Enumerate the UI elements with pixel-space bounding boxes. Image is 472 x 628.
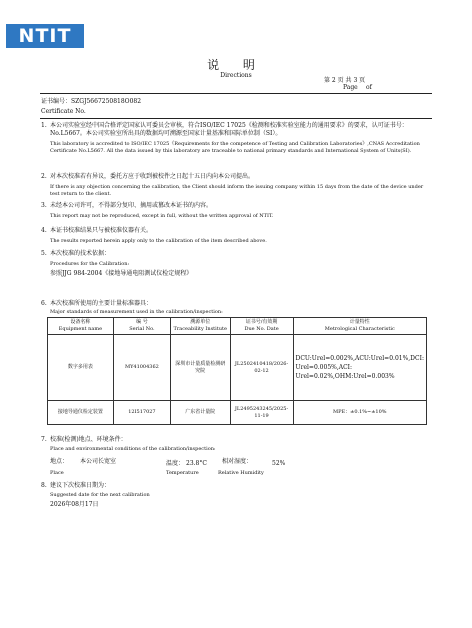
item-3-cn: 未经本公司许可，不得部分复印、摘用或篡改本证书的内容。: [50, 202, 213, 209]
place-label-en: Place: [50, 470, 64, 476]
temperature-label: 温度：: [166, 460, 185, 467]
environment-heading-cn: 校准(检测)地点、环境条件：: [50, 436, 127, 443]
place-value: 本公司长宽室: [80, 458, 117, 465]
certificate-number-row: [41, 98, 141, 106]
temperature-value: 23.8°C: [186, 460, 207, 467]
cell-equipment: 接地导通仪检定装置: [48, 401, 114, 425]
environment-heading-en: Place and environmental conditions of the calibration/inspection:: [50, 446, 216, 452]
temperature-label-en: Temperature: [166, 470, 199, 476]
standards-table: [47, 317, 427, 425]
table-row: [48, 401, 427, 425]
humidity-value: 52%: [272, 460, 286, 467]
item-1-number: 1.: [41, 122, 47, 129]
certificate-label: 证书编号：: [41, 98, 72, 105]
item-2-en: If there is any objection concerning the calibration, the Client should inform the issuing company within 15 days from the date of the device under test return to the client.: [50, 184, 424, 197]
cell-characteristic: MPE：±0.1%~±10%: [293, 401, 426, 425]
item-4-number: 4.: [41, 227, 47, 234]
cell-certificate: JL2495243245/2025-11-19: [230, 401, 293, 425]
table-row: [48, 335, 427, 401]
top-divider: [40, 93, 432, 94]
next-calibration-cn: 建议下次校准日期为：: [50, 482, 111, 489]
item-1-cn: 本公司实验室经中国合格评定国家认可委员会审核，符合ISO/IEC 17025《检测和校准实验室能力的通用要求》的要求，认可证书号：No.L5667。本公司实验室所出具的数据均可溯源至国家计量基准和国际单位制（SI）。: [50, 122, 408, 137]
item-4-cn: 本证书校准结果只与被校准仪器有关。: [50, 227, 153, 234]
certificate-number: SZGJ5667250818O082: [71, 98, 142, 105]
humidity-label: 相对湿度：: [222, 458, 253, 465]
page-label-en: Page: [343, 84, 358, 91]
page-title: 说 明: [207, 58, 265, 72]
item-1-en: This laboratory is accredited to ISO/IEC 17025《Requirements for the competence of Testing and Calibration Laboratories》,CNAS Accreditation Certificate No.L5667. All the data issued by this laboratory are traceable to national primary standards and International System of Units(SI).: [50, 141, 420, 154]
cell-characteristic: DCU:Urel=0.002%,ACU:Urel=0.01%,DCI: Urel=0.005%,ACI: Urel=0.02%,OHM:Urel=0.003%: [293, 335, 426, 401]
cell-institute: 广东省计量院: [170, 401, 230, 425]
item-2-cn: 对本次校准若有异议，委托方应于收到被校件之日起十五日内向本公司提出。: [50, 173, 255, 180]
item-8-number: 8.: [41, 482, 47, 489]
cell-serial: 12I517027: [113, 401, 170, 425]
next-calibration-date: 2026年08月17日: [50, 501, 99, 508]
next-calibration-en: Suggested date for the next calibration: [50, 492, 150, 498]
item-3-number: 3.: [41, 202, 47, 209]
header-institute: 溯源单位 Traceability Institute: [170, 318, 230, 335]
cell-certificate: JL2502410418/2026-02-12: [230, 335, 293, 401]
header-serial: 编 号 Serial No.: [113, 318, 170, 335]
humidity-label-en: Relative Humidity: [218, 470, 264, 476]
page-of-en: of: [366, 84, 372, 91]
item-2-number: 2.: [41, 173, 47, 180]
item-5-cn: 本次校准的技术依据：: [50, 250, 111, 257]
item-5-en: Procedures for the Calibration:: [50, 261, 130, 267]
cell-equipment: 数字多用表: [48, 335, 114, 401]
standards-heading-cn: 本次校准所使用的主要计量标准器具：: [50, 300, 153, 307]
cell-serial: MY41004362: [113, 335, 170, 401]
item-5-number: 5.: [41, 250, 47, 257]
item-7-number: 7.: [41, 436, 47, 443]
header-characteristic: 计量特性 Metrological Characteristic: [293, 318, 426, 335]
certificate-label-en: Certificate No.: [41, 108, 86, 115]
ntit-logo: NTIT: [6, 24, 84, 48]
standards-heading-en: Major standards of measurement used in the calibration/inspection:: [50, 309, 223, 315]
standards-header-row: [48, 318, 427, 335]
item-3-en: This report may not be reproduced, except in full, without the written approval of NTIT.: [50, 213, 274, 219]
cell-institute: 深圳市计量质量检测研究院: [170, 335, 230, 401]
procedure-reference: 参照JJG 984-2004《接地导通电阻测试仪检定规程》: [50, 270, 193, 277]
page-title-en: Directions: [220, 72, 252, 79]
header-certificate: 证书号/有效期 Due No. Date: [230, 318, 293, 335]
item-4-en: The results reported herein apply only to the calibration of the item described above.: [50, 238, 267, 244]
header-equipment: 设备名称 Equipment name: [48, 318, 114, 335]
item-6-number: 6.: [41, 300, 47, 307]
page-number: 第 2 页 共 3 页: [324, 77, 366, 84]
place-label: 地点：: [50, 458, 69, 465]
section-divider: [40, 118, 432, 119]
